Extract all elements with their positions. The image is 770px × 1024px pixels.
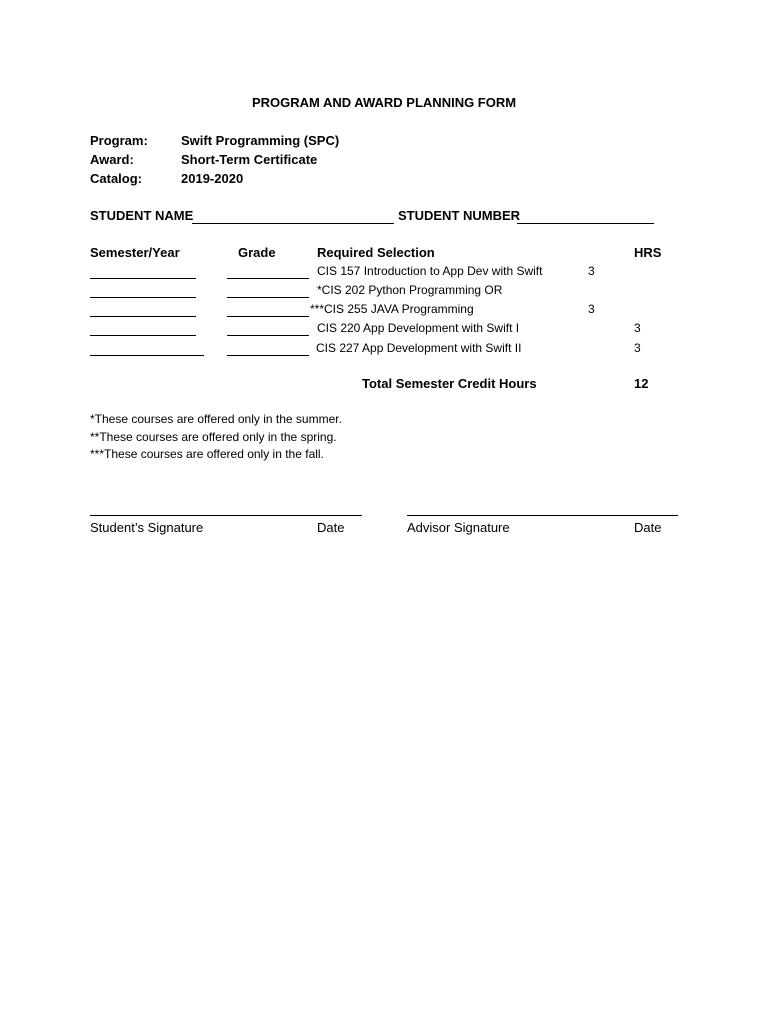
student-signature-label: Student’s Signature	[90, 520, 204, 535]
semester-field-1[interactable]	[90, 278, 196, 279]
award-label: Award:	[90, 152, 134, 167]
course-hrs-5: 3	[634, 341, 641, 355]
course-hrs-3: 3	[588, 302, 595, 316]
grade-header: Grade	[238, 245, 276, 260]
total-credit-hours-label: Total Semester Credit Hours	[362, 376, 537, 391]
student-name-field[interactable]	[192, 223, 394, 224]
semester-field-3[interactable]	[90, 316, 196, 317]
grade-field-2[interactable]	[227, 297, 309, 298]
course-row-4: CIS 220 App Development with Swift I	[317, 321, 520, 335]
course-row-5: CIS 227 App Development with Swift II	[316, 341, 522, 355]
award-value: Short-Term Certificate	[181, 152, 318, 167]
catalog-value: 2019-2020	[181, 171, 244, 186]
hrs-header: HRS	[634, 245, 662, 260]
note-spring: **These courses are offered only in the spring.	[90, 430, 337, 444]
grade-field-4[interactable]	[227, 335, 309, 336]
grade-field-5[interactable]	[227, 355, 309, 356]
note-summer: *These courses are offered only in the summer.	[90, 412, 342, 426]
student-signature-line[interactable]	[90, 515, 362, 516]
semester-year-header: Semester/Year	[90, 245, 180, 260]
course-row-2: *CIS 202 Python Programming OR	[317, 283, 503, 297]
note-fall: ***These courses are offered only in the fall.	[90, 447, 324, 461]
course-row-1: CIS 157 Introduction to App Dev with Swift	[317, 264, 543, 278]
semester-field-4[interactable]	[90, 335, 196, 336]
semester-field-5[interactable]	[90, 355, 204, 356]
total-credit-hours-value: 12	[634, 376, 649, 391]
student-number-label: STUDENT NUMBER	[398, 208, 521, 223]
advisor-signature-line[interactable]	[407, 515, 678, 516]
program-value: Swift Programming (SPC)	[181, 133, 340, 148]
catalog-label: Catalog:	[90, 171, 142, 186]
advisor-date-label: Date	[634, 520, 662, 535]
form-title: PROGRAM AND AWARD PLANNING FORM	[252, 95, 517, 110]
course-row-3: ***CIS 255 JAVA Programming	[310, 302, 474, 316]
course-hrs-1: 3	[588, 264, 595, 278]
grade-field-1[interactable]	[227, 278, 309, 279]
semester-field-2[interactable]	[90, 297, 196, 298]
advisor-signature-label: Advisor Signature	[407, 520, 510, 535]
grade-field-3[interactable]	[227, 316, 309, 317]
course-hrs-4: 3	[634, 321, 641, 335]
student-date-label: Date	[317, 520, 345, 535]
program-label: Program:	[90, 133, 148, 148]
required-selection-header: Required Selection	[317, 245, 435, 260]
student-number-field[interactable]	[517, 223, 654, 224]
student-name-label: STUDENT NAME	[90, 208, 194, 223]
